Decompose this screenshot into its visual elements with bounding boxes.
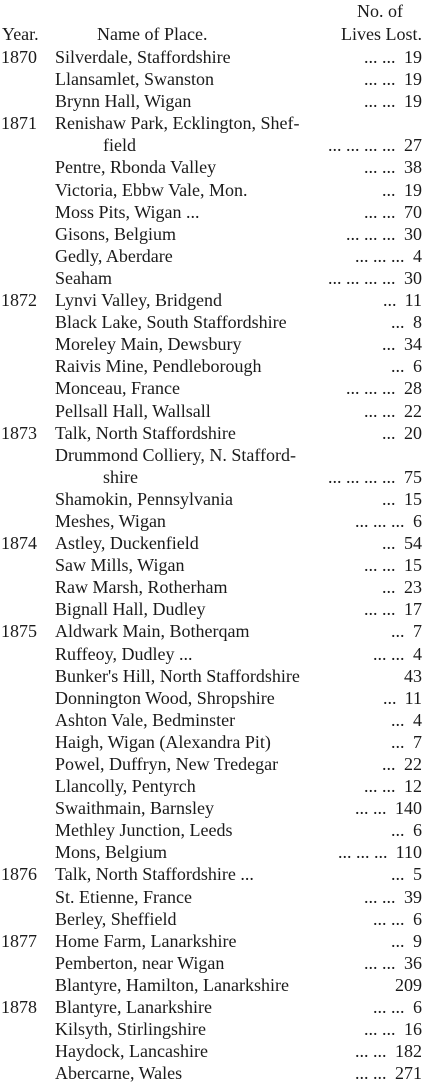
- row-leader-dots: ... ...: [373, 908, 405, 929]
- table-row: [1, 731, 424, 753]
- row-lives-lost: 8: [413, 312, 422, 333]
- row-place-name: Gisons, Belgium: [55, 223, 177, 244]
- table-row: [1, 996, 424, 1018]
- row-year: 1877: [1, 930, 37, 951]
- row-place-name: Llansamlet, Swanston: [55, 69, 214, 90]
- table-row: [1, 179, 424, 201]
- row-place-name: Meshes, Wigan: [55, 510, 166, 531]
- row-lives-lost: 17: [404, 599, 422, 620]
- row-leader-dots: ...: [391, 820, 405, 841]
- row-place-name: field: [103, 135, 136, 156]
- row-lives-lost: 19: [404, 179, 422, 200]
- row-place-name: Ruffeoy, Dudley ...: [55, 643, 193, 664]
- row-lives-lost: 140: [395, 798, 422, 819]
- row-lives-lost: 30: [404, 267, 422, 288]
- row-lives-lost: 54: [404, 533, 422, 554]
- header-name-of-place: Name of Place.: [97, 24, 208, 44]
- row-lives-lost: 209: [395, 974, 422, 995]
- row-leader-dots: ... ...: [364, 157, 396, 178]
- table-row: [1, 598, 424, 620]
- row-leader-dots: ...: [383, 290, 397, 311]
- row-leader-dots: ... ...: [364, 886, 396, 907]
- table-row: [1, 908, 424, 930]
- row-year: 1876: [1, 864, 37, 885]
- table-row: [1, 974, 424, 996]
- table-row: [1, 1062, 424, 1084]
- table-row: [1, 1018, 424, 1040]
- row-leader-dots: ... ... ...: [346, 223, 396, 244]
- row-place-name: Astley, Duckenfield: [55, 533, 199, 554]
- row-leader-dots: ... ...: [355, 1041, 387, 1062]
- row-leader-dots: ... ... ...: [355, 245, 405, 266]
- row-leader-dots: ...: [382, 488, 396, 509]
- disaster-table: [1, 46, 424, 1084]
- table-row: [1, 267, 424, 289]
- table-row: [1, 930, 424, 952]
- row-place-name: Moreley Main, Dewsbury: [55, 334, 242, 355]
- row-place-name: Raw Marsh, Rotherham: [55, 577, 228, 598]
- row-lives-lost: 19: [404, 69, 422, 90]
- table-row: [1, 355, 424, 377]
- row-year: 1875: [1, 621, 37, 642]
- row-lives-lost: 70: [404, 201, 422, 222]
- row-leader-dots: ...: [391, 731, 405, 752]
- row-leader-dots: ...: [391, 356, 405, 377]
- table-row: [1, 665, 424, 687]
- row-place-name: Black Lake, South Staffordshire: [55, 312, 287, 333]
- row-leader-dots: ...: [391, 312, 405, 333]
- row-leader-dots: ... ...: [373, 997, 405, 1018]
- row-place-name: Bunker's Hill, North Staffordshire: [55, 665, 300, 686]
- row-leader-dots: ... ...: [364, 400, 396, 421]
- row-place-name: Ashton Vale, Bedminster: [55, 709, 236, 730]
- row-year: 1874: [1, 533, 37, 554]
- table-row: [1, 620, 424, 642]
- table-row: [1, 112, 424, 134]
- row-lives-lost: 38: [404, 157, 422, 178]
- row-lives-lost: 20: [404, 422, 422, 443]
- row-place-name: Gedly, Aberdare: [55, 245, 173, 266]
- row-place-name: Talk, North Staffordshire: [55, 422, 236, 443]
- table-row: [1, 952, 424, 974]
- table-row: [1, 46, 424, 68]
- row-leader-dots: ... ...: [364, 555, 396, 576]
- row-place-name: Methley Junction, Leeds: [55, 820, 233, 841]
- row-leader-dots: ...: [382, 422, 396, 443]
- table-row: [1, 90, 424, 112]
- row-leader-dots: ... ...: [364, 599, 396, 620]
- row-lives-lost: 15: [404, 488, 422, 509]
- row-leader-dots: ...: [382, 179, 396, 200]
- row-leader-dots: ... ...: [364, 952, 396, 973]
- row-lives-lost: 27: [404, 135, 422, 156]
- row-place-name: Bignall Hall, Dudley: [55, 599, 206, 620]
- row-leader-dots: ... ... ... ...: [328, 466, 396, 487]
- row-lives-lost: 7: [413, 731, 422, 752]
- row-lives-lost: 182: [395, 1041, 422, 1062]
- row-lives-lost: 19: [404, 47, 422, 67]
- row-lives-lost: 271: [395, 1063, 422, 1084]
- table-row: [1, 753, 424, 775]
- row-place-name: Donnington Wood, Shropshire: [55, 687, 275, 708]
- table-row: [1, 466, 424, 488]
- row-place-name: Abercarne, Wales: [55, 1063, 183, 1084]
- row-place-name: Swaithmain, Barnsley: [55, 798, 214, 819]
- row-place-name: St. Etienne, France: [55, 886, 192, 907]
- table-row: [1, 245, 424, 267]
- row-year: 1872: [1, 290, 37, 311]
- row-leader-dots: ...: [382, 533, 396, 554]
- row-leader-dots: ... ...: [355, 798, 387, 819]
- row-lives-lost: 34: [404, 334, 422, 355]
- row-lives-lost: 43: [404, 665, 422, 686]
- table-row: [1, 554, 424, 576]
- row-place-name: Saw Mills, Wigan: [55, 555, 185, 576]
- row-leader-dots: ... ...: [364, 69, 396, 90]
- row-leader-dots: ... ...: [373, 643, 405, 664]
- row-place-name: Lynvi Valley, Bridgend: [55, 290, 222, 311]
- row-lives-lost: 22: [404, 400, 422, 421]
- table-row: [1, 422, 424, 444]
- row-place-name: Seaham: [55, 267, 112, 288]
- row-place-name: Kilsyth, Stirlingshire: [55, 1019, 207, 1040]
- table-row: [1, 709, 424, 731]
- row-place-name: Monceau, France: [55, 378, 180, 399]
- row-lives-lost: 6: [413, 997, 422, 1018]
- row-lives-lost: 23: [404, 577, 422, 598]
- table-row: [1, 510, 424, 532]
- row-lives-lost: 39: [404, 886, 422, 907]
- header-lives-lost: Lives Lost.: [341, 24, 422, 44]
- table-row: [1, 775, 424, 797]
- row-lives-lost: 19: [404, 91, 422, 112]
- table-row: [1, 1040, 424, 1062]
- row-leader-dots: ... ...: [364, 1019, 396, 1040]
- row-place-name: Raivis Mine, Pendleborough: [55, 356, 262, 377]
- row-lives-lost: 15: [404, 555, 422, 576]
- table-row: [1, 201, 424, 223]
- row-year: 1878: [1, 997, 37, 1018]
- table-row: [1, 333, 424, 355]
- table-row: [1, 223, 424, 245]
- table-row: [1, 68, 424, 90]
- row-place-name: Mons, Belgium: [55, 842, 168, 863]
- table-row: [1, 797, 424, 819]
- row-lives-lost: 7: [413, 621, 422, 642]
- row-lives-lost: 12: [404, 776, 422, 797]
- table-row: [1, 377, 424, 399]
- row-leader-dots: ...: [391, 621, 405, 642]
- row-place-name: shire: [103, 466, 138, 487]
- row-place-name: Talk, North Staffordshire ...: [55, 864, 254, 885]
- table-row: [1, 819, 424, 841]
- row-lives-lost: 6: [413, 356, 422, 377]
- row-lives-lost: 11: [404, 687, 422, 708]
- row-leader-dots: ...: [382, 577, 396, 598]
- row-lives-lost: 9: [413, 930, 422, 951]
- table-row: [1, 488, 424, 510]
- row-leader-dots: ... ...: [355, 1063, 387, 1084]
- row-leader-dots: ...: [391, 930, 405, 951]
- table-row: [1, 687, 424, 709]
- table-row: [1, 400, 424, 422]
- row-place-name: Haydock, Lancashire: [55, 1041, 208, 1062]
- table-row: [1, 134, 424, 156]
- row-place-name: Silverdale, Staffordshire: [55, 47, 231, 67]
- row-leader-dots: ... ... ...: [346, 378, 396, 399]
- table-row: [1, 156, 424, 178]
- row-lives-lost: 22: [404, 754, 422, 774]
- row-year: 1871: [1, 113, 37, 134]
- row-lives-lost: 11: [404, 290, 422, 311]
- row-place-name: Brynn Hall, Wigan: [55, 91, 192, 112]
- row-lives-lost: 110: [395, 842, 422, 863]
- row-place-name: Blantyre, Hamilton, Lanarkshire: [55, 974, 289, 995]
- row-lives-lost: 6: [413, 908, 422, 929]
- table-row: [1, 311, 424, 333]
- row-lives-lost: 4: [413, 709, 422, 730]
- row-place-name: Llancolly, Pentyrch: [55, 776, 196, 797]
- row-leader-dots: ... ...: [364, 201, 396, 222]
- row-place-name: Powel, Duffryn, New Tredegar: [55, 754, 279, 774]
- row-place-name: Blantyre, Lanarkshire: [55, 997, 212, 1018]
- row-leader-dots: ... ...: [364, 47, 396, 67]
- table-row: [1, 841, 424, 863]
- row-leader-dots: ... ... ...: [355, 510, 405, 531]
- row-year: 1873: [1, 422, 37, 443]
- row-place-name: Aldwark Main, Botherqam: [55, 621, 250, 642]
- row-lives-lost: 16: [404, 1019, 422, 1040]
- row-leader-dots: ...: [382, 754, 396, 774]
- row-leader-dots: ... ... ... ...: [328, 135, 396, 156]
- row-place-name: Berley, Sheffield: [55, 908, 177, 929]
- row-leader-dots: ...: [391, 864, 405, 885]
- row-leader-dots: ...: [391, 709, 405, 730]
- row-lives-lost: 5: [413, 864, 422, 885]
- row-place-name: Haigh, Wigan (Alexandra Pit): [55, 731, 271, 752]
- row-lives-lost: 4: [413, 643, 422, 664]
- header-year: Year.: [2, 24, 39, 44]
- row-leader-dots: ... ... ...: [338, 842, 388, 863]
- row-place-name: Drummond Colliery, N. Stafford-: [55, 444, 296, 465]
- table-row: [1, 643, 424, 665]
- row-lives-lost: 36: [404, 952, 422, 973]
- row-lives-lost: 28: [404, 378, 422, 399]
- table-row: [1, 886, 424, 908]
- row-leader-dots: ... ...: [364, 776, 396, 797]
- row-leader-dots: ... ...: [364, 91, 396, 112]
- row-lives-lost: 6: [413, 820, 422, 841]
- row-place-name: Pemberton, near Wigan: [55, 952, 225, 973]
- table-row: [1, 444, 424, 466]
- table-header: [1, 0, 424, 46]
- row-lives-lost: 75: [404, 466, 422, 487]
- row-lives-lost: 30: [404, 223, 422, 244]
- table-row: [1, 576, 424, 598]
- table-row: [1, 863, 424, 885]
- row-place-name: Renishaw Park, Ecklington, Shef-: [55, 113, 300, 134]
- row-lives-lost: 4: [413, 245, 422, 266]
- row-place-name: Pentre, Rbonda Valley: [55, 157, 217, 178]
- table-row: [1, 532, 424, 554]
- row-lives-lost: 6: [413, 510, 422, 531]
- row-leader-dots: ... ... ... ...: [328, 267, 396, 288]
- row-place-name: Pellsall Hall, Wallsall: [55, 400, 211, 421]
- row-year: 1870: [1, 47, 37, 67]
- row-place-name: Shamokin, Pennsylvania: [55, 488, 233, 509]
- row-place-name: Moss Pits, Wigan ...: [55, 201, 200, 222]
- row-leader-dots: ...: [382, 334, 396, 355]
- row-place-name: Home Farm, Lanarkshire: [55, 930, 237, 951]
- table-row: [1, 289, 424, 311]
- row-place-name: Victoria, Ebbw Vale, Mon.: [55, 179, 248, 200]
- header-no-of: No. of: [357, 1, 403, 21]
- row-leader-dots: ...: [383, 687, 397, 708]
